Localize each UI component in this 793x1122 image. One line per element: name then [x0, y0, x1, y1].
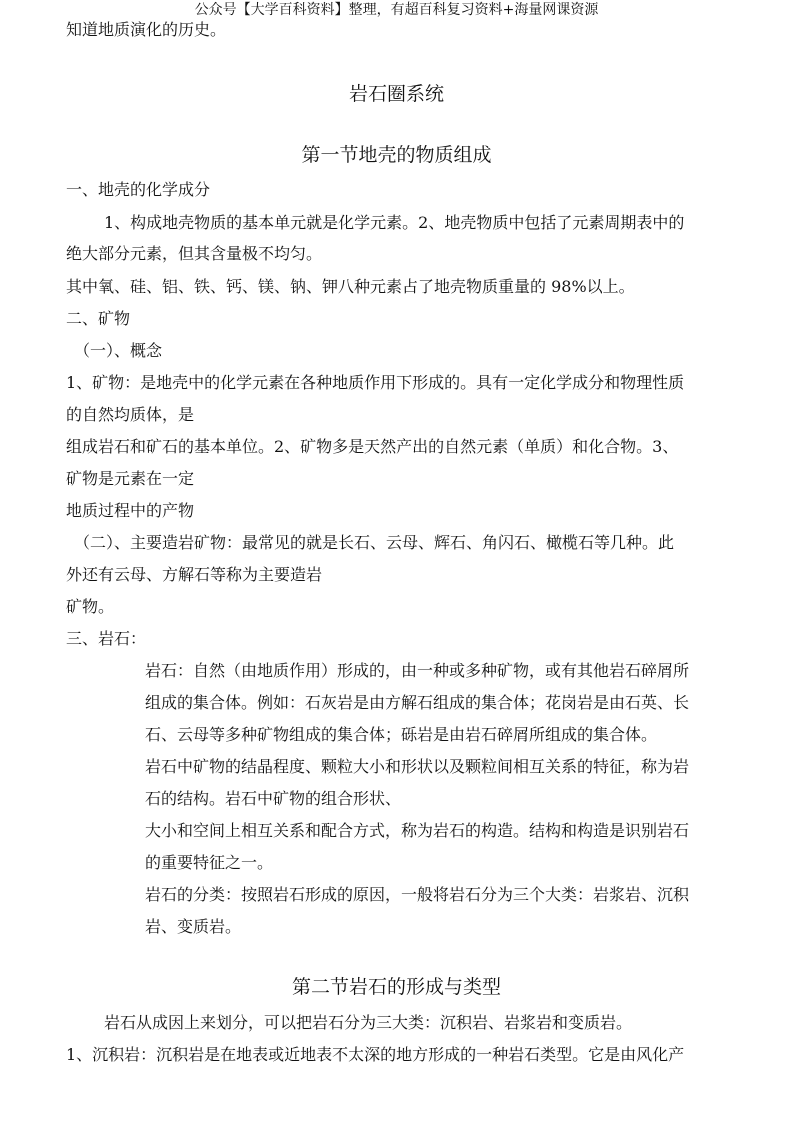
paragraph-line: 组成岩石和矿石的基本单位。2、矿物多是天然产出的自然元素（单质）和化合物。3、	[66, 437, 679, 456]
section-heading: 第一节地壳的物质组成	[301, 144, 492, 166]
paragraph-line: 组成的集合体。例如：石灰岩是由方解石组成的集合体；花岗岩是由石英、长	[145, 693, 690, 712]
paragraph-line: 绝大部分元素，但其含量极不均匀。	[66, 244, 323, 263]
paragraph-line: 岩石从成因上来划分，可以把岩石分为三大类：沉积岩、岩浆岩和变质岩。	[104, 1013, 633, 1032]
subsection-heading: 一、地壳的化学成分	[66, 180, 211, 199]
paragraph-line: 矿物是元素在一定	[66, 469, 195, 488]
paragraph-line: 1、沉积岩：沉积岩是在地表或近地表不太深的地方形成的一种岩石类型。它是由风化产	[66, 1045, 685, 1064]
paragraph-line: 岩、变质岩。	[145, 917, 242, 936]
chapter-title: 岩石圈系统	[348, 83, 444, 105]
paragraph-line: 岩石的分类：按照岩石形成的原因，一般将岩石分为三个大类：岩浆岩、沉积	[145, 885, 690, 904]
paragraph-line: 的自然均质体，是	[66, 405, 195, 424]
subsection-heading: （一）、概念	[74, 341, 163, 360]
subsection-heading: 三、岩石：	[66, 629, 147, 648]
text-line: 知道地质演化的历史。	[66, 20, 227, 39]
paragraph-line: 大小和空间上相互关系和配合方式，称为岩石的构造。结构和构造是识别岩石	[145, 821, 690, 840]
paragraph-line: 石的结构。岩石中矿物的组合形状、	[145, 789, 402, 808]
section-heading: 第二节岩石的形成与类型	[291, 976, 501, 998]
paragraph-line: 1、构成地壳物质的基本单元就是化学元素。2、地壳物质中包括了元素周期表中的	[104, 213, 685, 232]
page-header: 公众号【大学百科资料】整理，有超百科复习资料+海量网课资源	[194, 2, 599, 18]
paragraph-line: 石、云母等多种矿物组成的集合体；砾岩是由岩石碎屑所组成的集合体。	[145, 725, 658, 744]
paragraph-line: 地质过程中的产物	[66, 501, 195, 520]
paragraph-line: 其中氧、硅、铝、铁、钙、镁、钠、钾八种元素占了地壳物质重量的 98%以上。	[66, 277, 635, 296]
paragraph-line: 岩石：自然（由地质作用）形成的，由一种或多种矿物，或有其他岩石碎屑所	[145, 661, 690, 680]
paragraph-line: 1、矿物：是地壳中的化学元素在各种地质作用下形成的。具有一定化学成分和物理性质	[66, 373, 685, 392]
paragraph-line: 矿物。	[66, 597, 115, 616]
paragraph-line: 岩石中矿物的结晶程度、颗粒大小和形状以及颗粒间相互关系的特征，称为岩	[145, 757, 690, 776]
subsection-heading: 二、矿物	[66, 309, 131, 328]
paragraph-line: 外还有云母、方解石等称为主要造岩	[66, 565, 323, 584]
paragraph-line: 的重要特征之一。	[145, 853, 274, 872]
paragraph-line: （二）、主要造岩矿物：最常见的就是长石、云母、辉石、角闪石、橄榄石等几种。此	[74, 533, 675, 552]
